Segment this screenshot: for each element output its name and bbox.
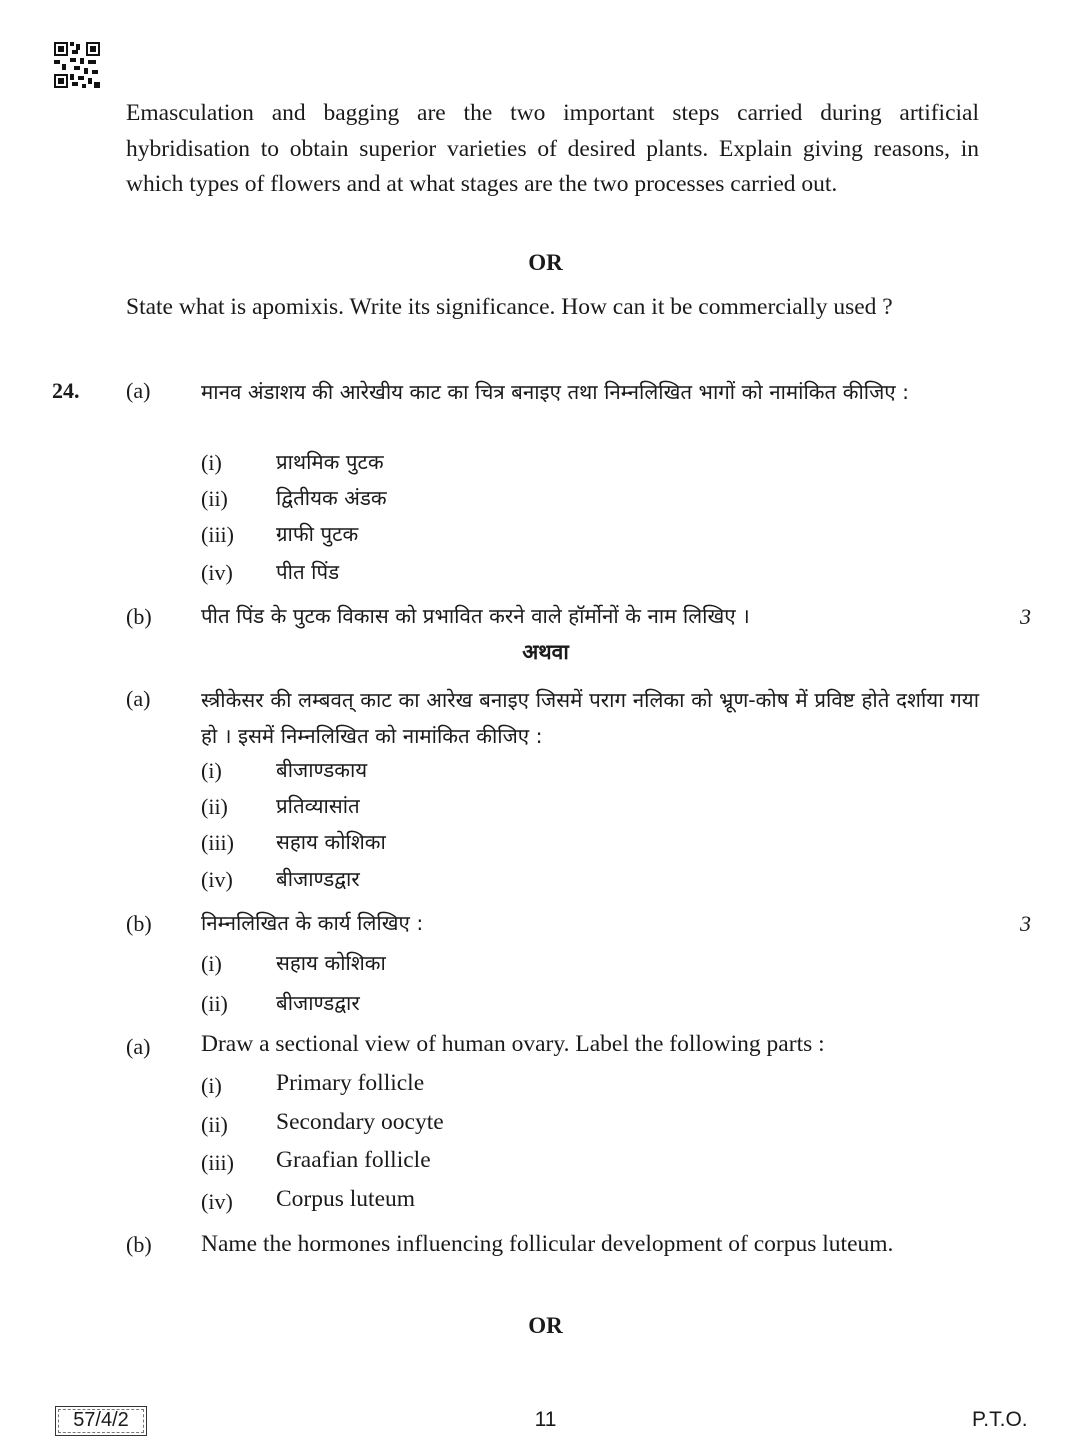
hindi-a-item-text: द्वितीयक अंडक [276, 486, 387, 510]
hindi-or-a-item-roman: (iv) [201, 867, 233, 892]
hindi-or-part-a-text: स्त्रीकेसर की लम्बवत् काट का आरेख बनाइए जिसमें पराग नलिका को भ्रूण-कोष में प्रविष्ट होते दर्शाया गया हो । इसमें निम्नलिखित को नामांकित कीजिए : [201, 688, 979, 748]
part-a-label: (a) [126, 378, 151, 403]
hindi-a-item-roman: (i) [201, 450, 222, 475]
or-heading-1: OR [528, 250, 563, 275]
hindi-or-a-item-roman: (i) [201, 758, 222, 783]
english-a-item-roman: (iv) [201, 1189, 233, 1214]
english-part-b-text: Name the hormones influencing follicular development of corpus luteum. [201, 1231, 894, 1257]
athva-heading: अथवा [522, 640, 569, 664]
english-a-item-text: Graafian follicle [276, 1147, 431, 1173]
question-number: 24. [52, 378, 80, 403]
hindi-or-a-item-roman: (ii) [201, 794, 228, 819]
hindi-a-item-text: पीत पिंड [276, 560, 340, 584]
hindi-or-a-item-text: प्रतिव्यासांत [276, 794, 360, 818]
part-a-label: (a) [126, 686, 151, 711]
hindi-or-a-item-text: सहाय कोशिका [276, 830, 386, 854]
hindi-or-b-item-text: बीजाण्डद्वार [276, 991, 360, 1015]
hindi-part-a-text: मानव अंडाशय की आरेखीय काट का चित्र बनाइए तथा निम्नलिखित भागों को नामांकित कीजिए : [201, 380, 910, 404]
hindi-or-a-item-text: बीजाण्डकाय [276, 758, 368, 782]
intro-paragraph-1: Emasculation and bagging are the two important steps carried during artificial hybridisation to obtain superior varieties of desired plants. Explain giving reasons, in which types of flowers and at what stages are the two processes carried out. [126, 100, 979, 197]
pto-label: P.T.O. [972, 1408, 1028, 1431]
hindi-or-a-item-roman: (iii) [201, 830, 234, 855]
intro-paragraph-2: State what is apomixis. Write its significance. How can it be commercially used ? [126, 294, 893, 320]
english-a-item-text: Primary follicle [276, 1070, 425, 1096]
hindi-or-b-item-roman: (i) [201, 951, 222, 976]
english-a-item-roman: (ii) [201, 1112, 228, 1137]
marks: 3 [1020, 911, 1031, 936]
hindi-or-b-item-roman: (ii) [201, 991, 228, 1016]
hindi-a-item-text: प्राथमिक पुटक [276, 450, 384, 474]
part-a-label: (a) [126, 1034, 151, 1059]
paper-code-box: 57/4/2 [55, 1406, 147, 1436]
hindi-part-b-text: पीत पिंड के पुटक विकास को प्रभावित करने वाले हॉर्मोनों के नाम लिखिए । [201, 604, 750, 628]
english-a-item-text: Corpus luteum [276, 1186, 416, 1212]
english-a-item-roman: (i) [201, 1073, 222, 1098]
qr-code-icon [54, 42, 100, 88]
hindi-a-item-roman: (iv) [201, 560, 233, 585]
hindi-or-part-b-text: निम्नलिखित के कार्य लिखिए : [201, 911, 424, 935]
hindi-a-item-roman: (ii) [201, 486, 228, 511]
english-a-item-roman: (iii) [201, 1150, 234, 1175]
hindi-a-item-text: ग्राफी पुटक [276, 522, 359, 546]
hindi-or-a-item-text: बीजाण्डद्वार [276, 867, 360, 891]
or-heading-2: OR [528, 1313, 563, 1338]
english-a-item-text: Secondary oocyte [276, 1109, 444, 1135]
part-b-label: (b) [126, 604, 152, 629]
page-number: 11 [534, 1408, 557, 1431]
hindi-a-item-roman: (iii) [201, 522, 234, 547]
part-b-label: (b) [126, 1232, 152, 1257]
hindi-or-b-item-text: सहाय कोशिका [276, 951, 386, 975]
marks: 3 [1020, 604, 1031, 629]
english-part-a-text: Draw a sectional view of human ovary. Label the following parts : [201, 1031, 825, 1057]
part-b-label: (b) [126, 911, 152, 936]
